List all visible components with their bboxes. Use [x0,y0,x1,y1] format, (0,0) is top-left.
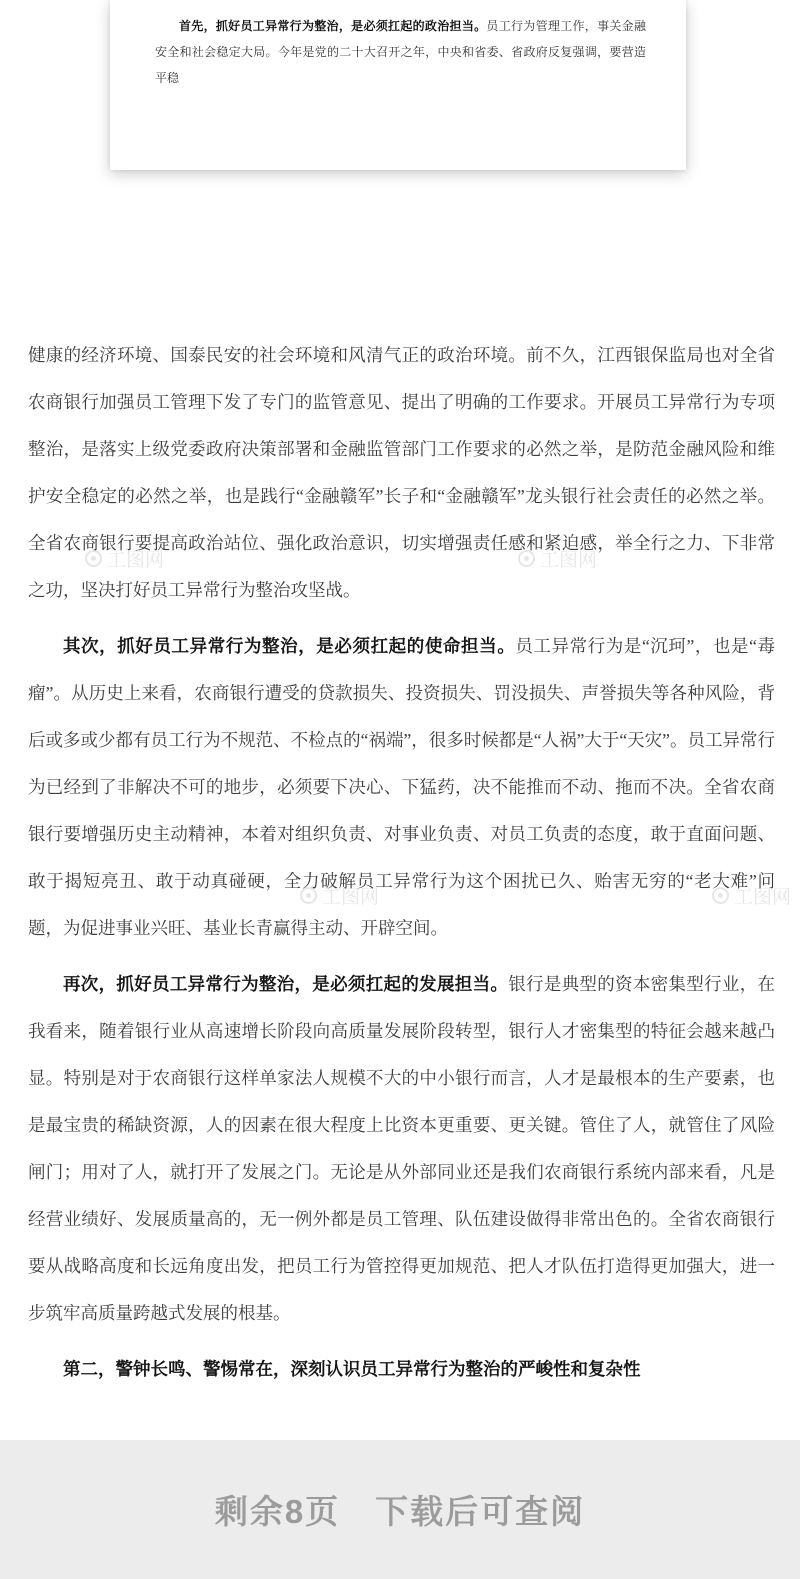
remaining-pages-bar[interactable] [0,1440,800,1579]
doc-page-preview-card [110,0,686,170]
paragraph-text: 银行是典型的资本密集型行业，在我看来，随着银行业从高速增长阶段向高质量发展阶段转型，银行人才密集型的特征会越来越凸显。特别是对于农商银行这样单家法人规模不大的中小银行而言，人才是最根本的生产要素，也是最宝贵的稀缺资源，人的因素在很大程度上比资本更重要、更关键。管住了人，就管住了风险闸门；用对了人，就打开了发展之门。无论是从外部同业还是我们农商银行系统内部来看，凡是经营业绩好、发展质量高的，无一例外都是员工管理、队伍建设做得非常出色的。全省农商银行要从战略高度和长远角度出发，把员工行为管控得更加规范、把人才队伍打造得更加强大，进一步筑牢高质量跨越式发展的根基。 [28,974,776,1323]
paragraph-text: 员工异常行为是“沉珂”，也是“毒瘤”。从历史上来看，农商银行遭受的贷款损失、投资损失、罚没损失、声誉损失等各种风险，背后或多或少都有员工行为不规范、不检点的“祸端”，很多时候都是“人祸”大于“天灾”。员工异常行为已经到了非解决不可的地步，必须要下决心、下猛药，决不能推而不动、拖而不决。全省农商银行要增强历史主动精神，本着对组织负责、对事业负责、对员工负责的态度，敢于直面问题、敢于揭短亮丑、敢于动真碰硬，全力破解员工异常行为这个困扰已久、贻害无穷的“老大难”问题，为促进事业兴旺、基业长青赢得主动、开辟空间。 [28,636,775,938]
document-body [28,332,775,1402]
paragraph-lead-bold: 再次，抓好员工异常行为整治，是必须扛起的发展担当。 [63,974,509,994]
preview-paragraph [155,13,646,91]
body-paragraph [28,961,775,1337]
body-paragraph [28,332,775,614]
watermark-text: 工图网 [540,550,598,571]
paragraph-text: 健康的经济环境、国泰民安的社会环境和风清气正的政治环境。前不久，江西银保监局也对全省农商银行加强员工管理下发了专门的监管意见、提出了明确的工作要求。开展员工异常行为专项整治，是落实上级党委政府决策部署和金融监管部门工作要求的必然之举，是防范金融风险和维护安全稳定的必然之举，也是践行“金融赣军”长子和“金融赣军”龙头银行社会责任的必然之举。全省农商银行要提高政治站位、强化政治意识，切实增强责任感和紧迫感，举全行之力、下非常之功，坚决打好员工异常行为整治攻坚战。 [28,345,775,600]
preview-paragraph-bold: 首先，抓好员工异常行为整治，是必须扛起的政治担当。 [179,19,487,33]
body-paragraph [28,1346,775,1393]
watermark-text: 工图网 [107,550,165,571]
watermark-text: 工图网 [734,887,792,908]
paragraph-lead-bold: 第二，警钟长鸣、警惕常在，深刻认识员工异常行为整治的严峻性和复杂性 [63,1359,641,1379]
remaining-pages-text: 剩余8页 下载后可查阅 [214,1493,586,1530]
watermark-text: 工图网 [322,887,380,908]
body-paragraph [28,623,775,952]
preview-paragraph-rest: 员工行为管理工作，事关金融安全和社会稳定大局。今年是党的二十大召开之年，中央和省委、省政府反复强调，要营造平稳 [155,19,646,85]
paragraph-lead-bold: 其次，抓好员工异常行为整治，是必须扛起的使命担当。 [63,636,516,656]
